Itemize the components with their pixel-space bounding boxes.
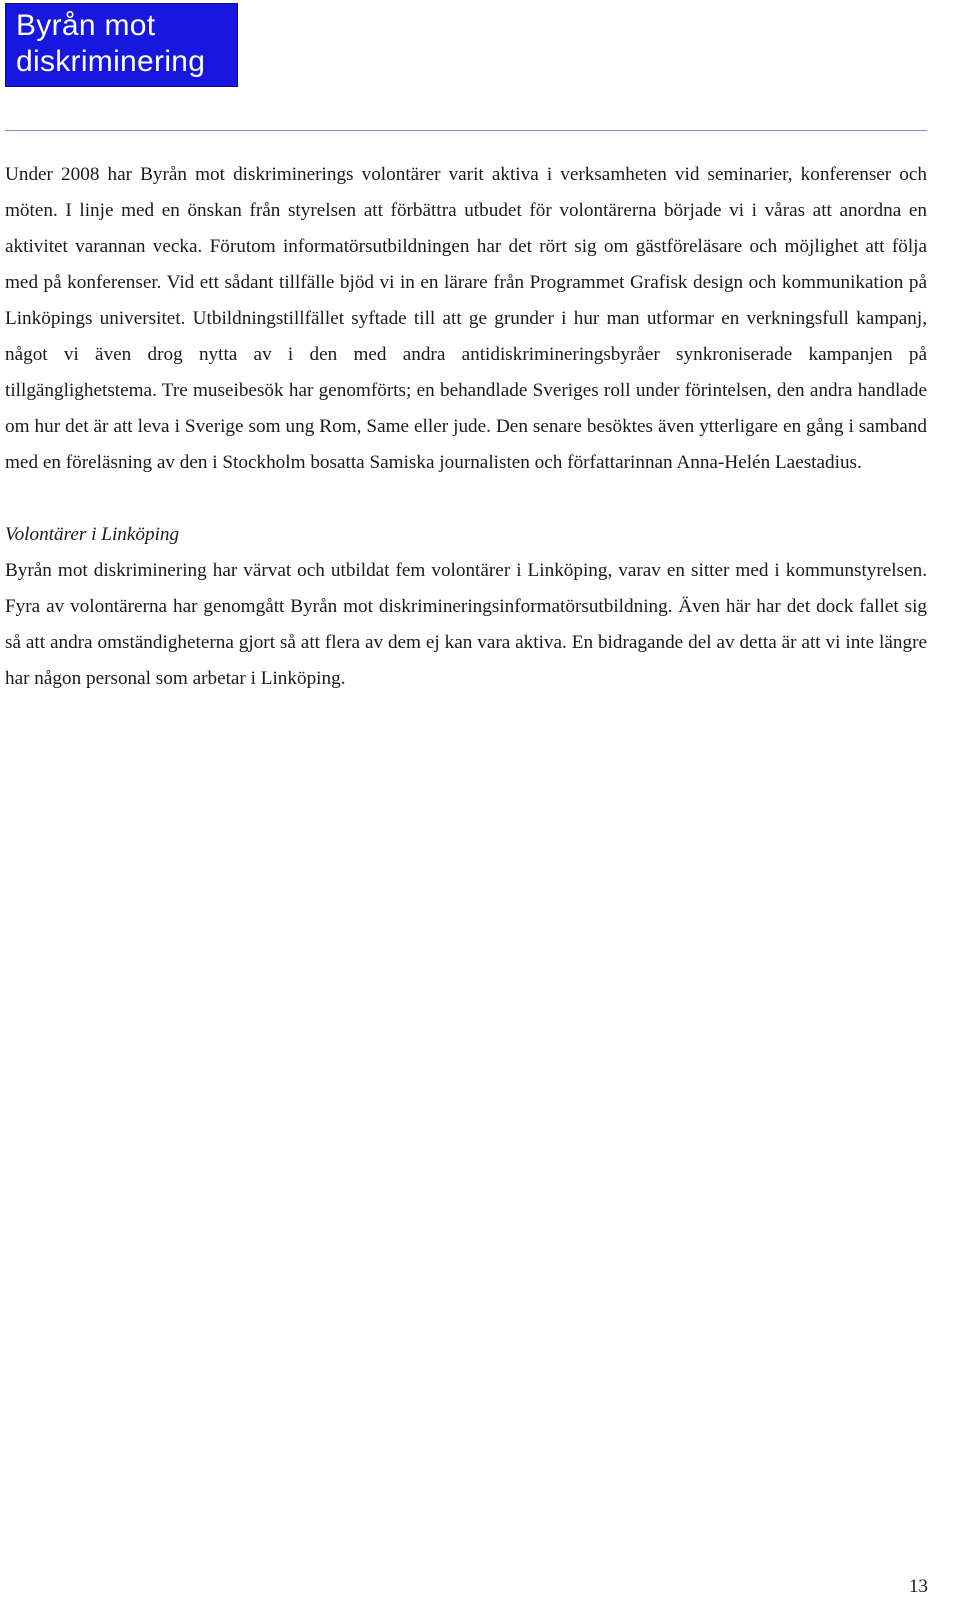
- header-divider: [5, 130, 927, 131]
- intro-paragraph: Under 2008 har Byrån mot diskriminerings volontärer varit aktiva i verksamheten vid seminarier, konferenser och möten. I linje med en önskan från styrelsen att förbättra utbudet för volontärerna började vi i våras att anordna en aktivitet varannan vecka. Förutom informatörsutbildningen har det rört sig om gästföreläsare och möjlighet att följa med på konferenser. Vid ett sådant tillfälle bjöd vi in en lärare från Programmet Grafisk design och kommunikation på Linköpings universitet. Utbildningstillfället syftade till att ge grunder i hur man utformar en verkningsfull kampanj, något vi även drog nytta av i den med andra antidiskrimineringsbyråer synkroniserade kampanjen på tillgänglighetstema. Tre museibesök har genomförts; en behandlade Sveriges roll under förintelsen, den andra handlade om hur det är att leva i Sverige som ung Rom, Same eller jude. Den senare besöktes även ytterligare en gång i samband med en föreläsning av den i Stockholm bosatta Samiska journalisten och författarinnan Anna-Helén Laestadius.: [5, 164, 927, 473]
- page-number: 13: [908, 1576, 928, 1597]
- paragraph-spacer: [5, 481, 927, 517]
- linkoping-paragraph: Byrån mot diskriminering har värvat och utbildat fem volontärer i Linköping, varav en sitter med i kommunstyrelsen. Fyra av volontärerna har genomgått Byrån mot diskrimineringsinformatörsutbildning. Även här har det dock fallet sig så att andra omständigheterna gjort så att flera av dem ej kan vara aktiva. En bidragande del av detta är att vi inte längre har någon personal som arbetar i Linköping.: [5, 560, 927, 689]
- logo-line-2: diskriminering: [16, 45, 206, 78]
- organization-logo: [5, 3, 238, 87]
- section-heading-linkoping: Volontärer i Linköping: [5, 524, 180, 545]
- logo-line-1: Byrån mot: [16, 9, 156, 42]
- document-body: [5, 157, 927, 697]
